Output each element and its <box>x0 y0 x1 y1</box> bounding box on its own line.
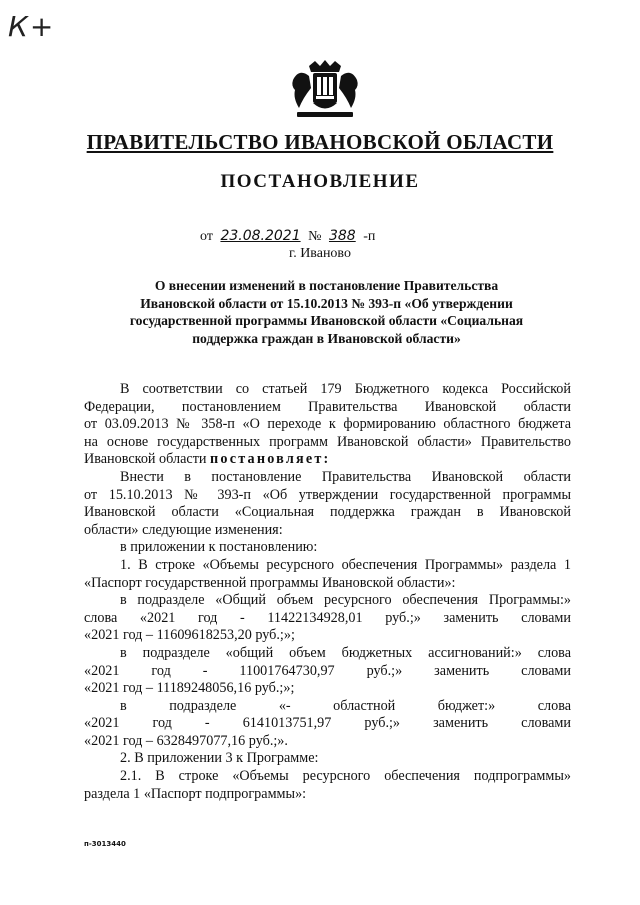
body-line: в подразделе «Общий объем ресурсного обеспечения Программы:» <box>120 592 571 609</box>
body-line: раздела 1 «Паспорт подпрограммы»: <box>84 785 307 802</box>
body-line: «2021 год – 6328497077,16 руб.;». <box>84 732 288 749</box>
document-code: п-3013440 <box>84 840 126 848</box>
body-line: «2021 год – 11189248056,16 руб.;»; <box>84 680 295 697</box>
number-label: № <box>308 229 322 244</box>
handwritten-corner-note: К+ <box>8 10 56 43</box>
body-line: 2.1. В строке «Объемы ресурсного обеспечения подпрограммы» <box>120 768 571 785</box>
document-body <box>84 381 571 803</box>
body-line: Ивановской области «Социальная поддержка граждан в Ивановской <box>84 504 571 521</box>
body-line: в подразделе «общий объем бюджетных ассигнований:» слова <box>120 644 571 661</box>
resolution-word: постановляет: <box>210 451 331 468</box>
body-line: 1. В строке «Объемы ресурсного обеспечения Программы» раздела 1 <box>120 556 571 573</box>
document-number: 388 <box>328 228 356 244</box>
body-line: 2. В приложении 3 к Программе: <box>120 750 319 767</box>
document-type: ПОСТАНОВЛЕНИЕ <box>220 171 420 192</box>
body-line <box>84 451 571 469</box>
government-title: ПРАВИТЕЛЬСТВО ИВАНОВСКОЙ ОБЛАСТИ <box>86 130 554 154</box>
document-subject <box>104 277 549 347</box>
from-label: от <box>200 229 213 244</box>
body-line: Федерации, постановлением Правительства Ивановской области <box>84 398 571 415</box>
document-date: 23.08.2021 <box>220 228 301 244</box>
body-line: В соответствии со статьей 179 Бюджетного кодекса Российской <box>120 381 571 397</box>
number-suffix: -п <box>363 229 376 244</box>
body-line: «2021 год - 11001764730,97 руб.;» заменить словами <box>84 662 571 679</box>
body-line: слова «2021 год - 11422134928,01 руб.;» заменить словами <box>84 609 571 626</box>
body-line: Внести в постановление Правительства Ивановской области <box>120 468 571 485</box>
date-number-line <box>200 228 375 245</box>
subject-line: государственной программы Ивановской области «Социальная <box>129 313 524 328</box>
body-line: на основе государственных программ Ивановской области» Правительство <box>84 433 571 450</box>
subject-line: О внесении изменений в постановление Правительства <box>154 278 499 293</box>
coat-of-arms-icon <box>289 58 361 120</box>
subject-line: Ивановской области от 15.10.2013 № 393-п «Об утверждении <box>140 295 513 311</box>
city: г. Иваново <box>289 246 351 261</box>
body-line: в приложении к постановлению: <box>120 539 318 556</box>
body-text: Ивановской области <box>84 451 207 468</box>
body-line: от 03.09.2013 № 358-п «О переходе к формированию областного бюджета <box>84 416 571 433</box>
body-line: «2021 год - 6141013751,97 руб.;» заменить словами <box>84 715 571 732</box>
subject-line: поддержка граждан в Ивановской области» <box>192 330 461 346</box>
body-line: в подразделе «- областной бюджет:» слова <box>120 697 571 714</box>
body-line: области» следующие изменения: <box>84 521 283 538</box>
body-line: от 15.10.2013 № 393-п «Об утверждении государственной программы <box>84 486 571 503</box>
body-line: «2021 год – 11609618253,20 руб.;»; <box>84 627 295 644</box>
body-line: «Паспорт государственной программы Ивановской области»: <box>84 574 456 591</box>
